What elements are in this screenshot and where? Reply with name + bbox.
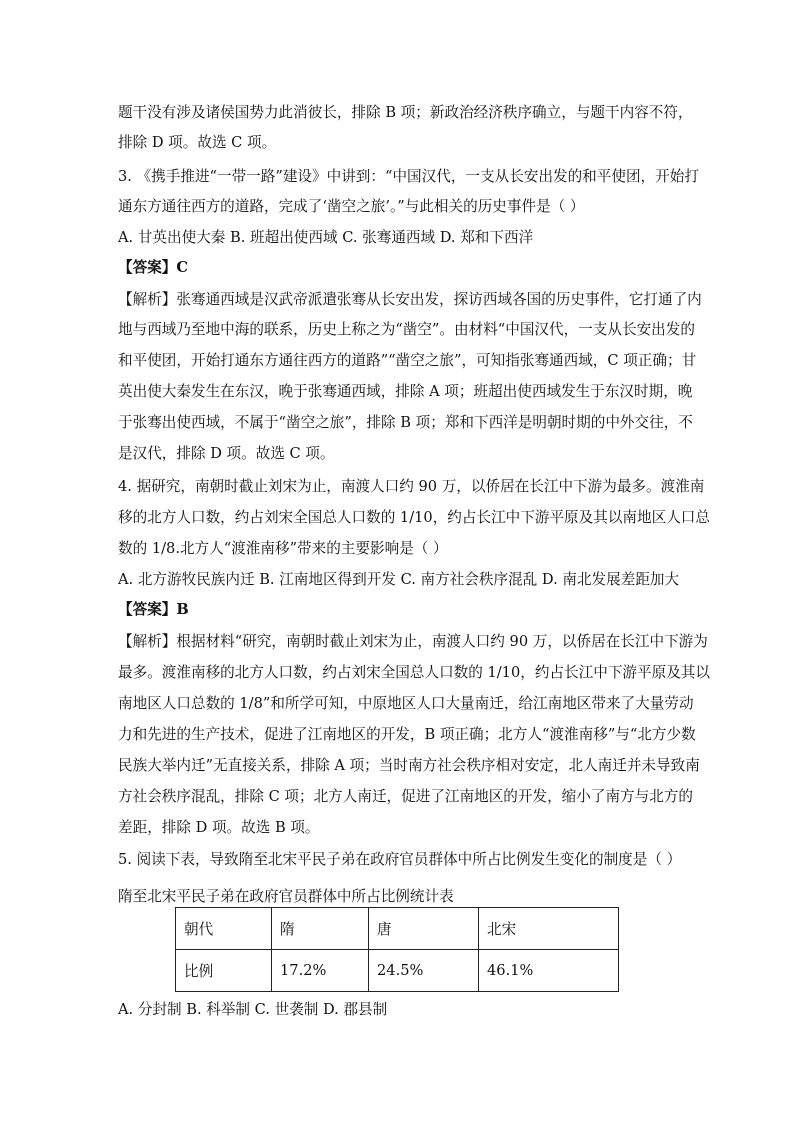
- text-line: 英出使大秦发生在东汉，晚于张骞通西域，排除 A 项；班超出使西域发生于东汉时期，晚: [118, 383, 693, 400]
- text-line: 和平使团，开始打通东方通往西方的道路”“凿空之旅”，可知指张骞通西域，C 项正确；甘: [118, 352, 697, 369]
- text-line: 移的北方人口数，约占刘宋全国总人口数的 1/10，约占长江中下游平原及其以南地区人口总: [118, 509, 710, 526]
- text-line: 地与西域乃至地中海的联系，历史上称之为“凿空”。由材料“中国汉代，一支从长安出发的: [118, 321, 695, 338]
- question-4: 4. 据研究，南朝时截止刘宋为止，南渡人口约 90 万，以侨居在长江中下游为最多。渡淮南: [118, 478, 705, 495]
- text-line: 力和先进的生产技术，促进了江南地区的开发，B 项正确；北方人“渡淮南移”与“北方少数: [118, 726, 696, 743]
- analysis-4: 【解析】根据材料“研究，南朝时截止刘宋为止，南渡人口约 90 万，以侨居在长江中下游为: [118, 633, 708, 650]
- text-line: 题干没有涉及诸侯国势力此消彼长，排除 B 项；新政治经济秩序确立，与题干内容不符，: [118, 104, 693, 121]
- statistics-table: [175, 907, 619, 992]
- text-line: 于张骞出使西域，不属于“凿空之旅”，排除 B 项；郑和下西洋是明朝时期的中外交往，不: [118, 414, 693, 431]
- answer-3: 【答案】C: [118, 259, 188, 276]
- table-cell: 北宋: [479, 908, 619, 950]
- text-line: 民族大举内迁”无直接关系，排除 A 项；当时南方社会秩序相对安定，北人南迁并未导致南: [118, 757, 700, 774]
- text-line: 是汉代，排除 D 项。故选 C 项。: [118, 445, 335, 462]
- answer-4: 【答案】B: [118, 601, 189, 618]
- options-3: A. 甘英出使大秦 B. 班超出使西域 C. 张骞通西域 D. 郑和下西洋: [118, 229, 534, 246]
- table-caption: 隋至北宋平民子弟在政府官员群体中所占比例统计表: [118, 888, 454, 905]
- text-line: 数的 1/8.北方人“渡淮南移”带来的主要影响是（ ）: [118, 540, 448, 557]
- text-line: 排除 D 项。故选 C 项。: [118, 134, 277, 151]
- table-cell: 朝代: [176, 908, 272, 950]
- table-cell: 46.1%: [479, 950, 619, 992]
- text-line: 方社会秩序混乱，排除 C 项；北方人南迁，促进了江南地区的开发，缩小了南方与北方的: [118, 788, 694, 805]
- table-cell: 唐: [369, 908, 479, 950]
- table-row: [176, 908, 619, 950]
- question-5: 5. 阅读下表，导致隋至北宋平民子弟在政府官员群体中所占比例发生变化的制度是（ ）: [118, 851, 682, 868]
- text-line: 最多。渡淮南移的北方人口数，约占刘宋全国总人口数的 1/10，约占长江中下游平原及其以: [118, 664, 710, 681]
- options-4: A. 北方游牧民族内迁 B. 江南地区得到开发 C. 南方社会秩序混乱 D. 南北发展差距加大: [118, 571, 680, 588]
- text-line: 南地区人口总数的 1/8”和所学可知，中原地区人口大量南迁，给江南地区带来了大量劳动: [118, 695, 694, 712]
- analysis-3: 【解析】张骞通西域是汉武帝派遣张骞从长安出发，探访西域各国的历史事件，它打通了内: [118, 291, 702, 308]
- table-cell: 隋: [272, 908, 369, 950]
- text-line: 差距，排除 D 项。故选 B 项。: [118, 819, 320, 836]
- table-cell: 17.2%: [272, 950, 369, 992]
- table-cell: 24.5%: [369, 950, 479, 992]
- table-row: [176, 950, 619, 992]
- options-5: A. 分封制 B. 科举制 C. 世袭制 D. 郡县制: [118, 1001, 388, 1018]
- text-line: 通东方通往西方的道路，完成了‘凿空之旅’。”与此相关的历史事件是（ ）: [118, 198, 585, 215]
- table-cell: 比例: [176, 950, 272, 992]
- question-3: 3. 《携手推进“一带一路”建设》中讲到：“中国汉代，一支从长安出发的和平使团，开始打: [118, 168, 699, 185]
